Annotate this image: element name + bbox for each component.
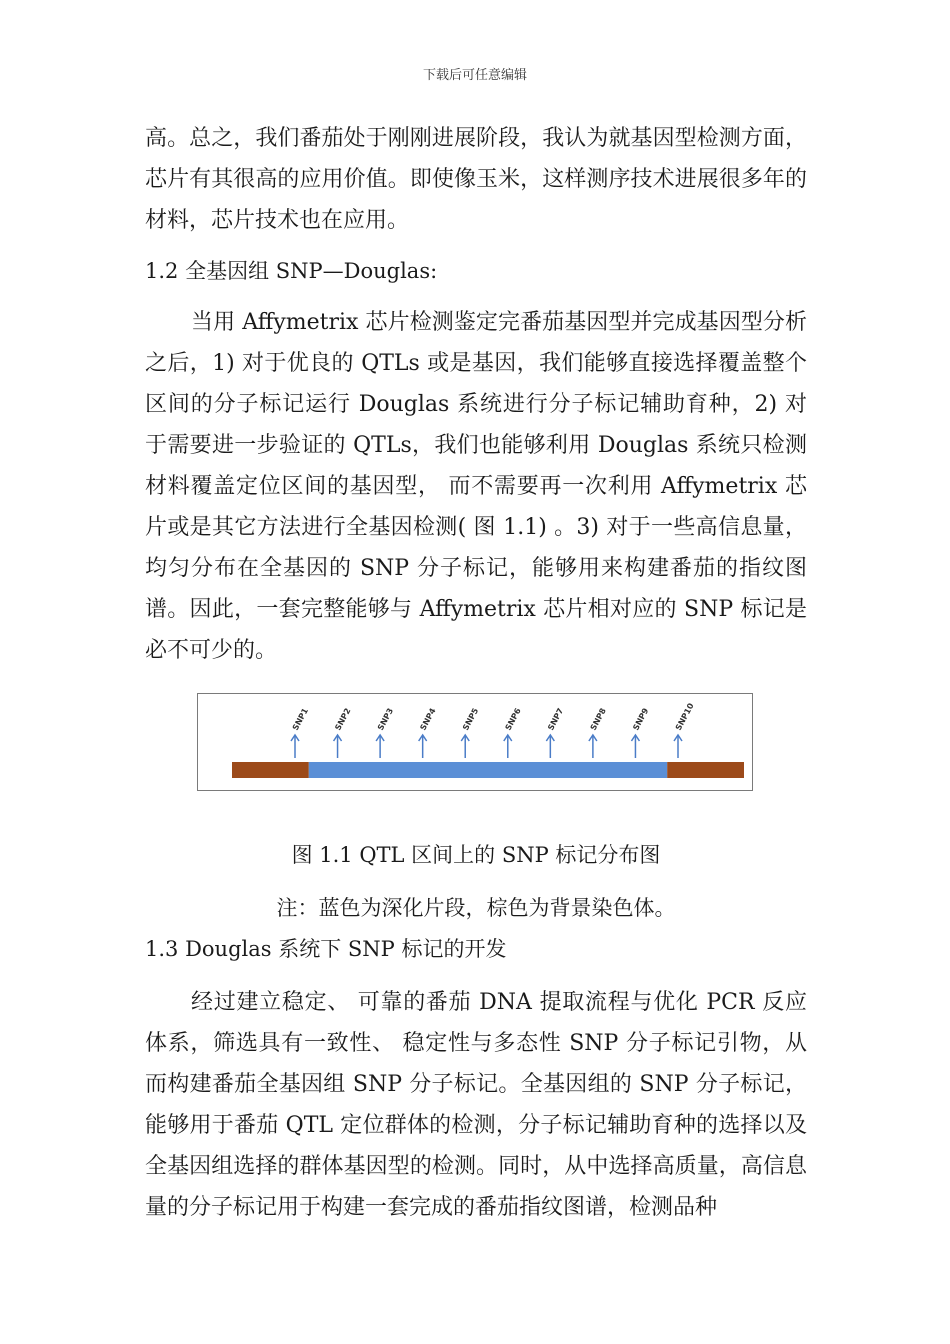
- snp-label: SNP1: [290, 706, 310, 732]
- snp-distribution-figure: [197, 693, 753, 791]
- paragraph-snp-development: 经过建立稳定、 可靠的番茄 DNA 提取流程与优化 PCR 反应体系，筛选具有一致性、 稳定性与多态性 SNP 分子标记引物，从而构建番茄全基因组 SNP 分子标记。全基因组的 SNP 分子标记，能够用于番茄 QTL 定位群体的检测，分子标记辅助育种的选择以及全基因组选择的群体基因型的检测。同时，从中选择高质量，高信息量的分子标记用于构建一套完成的番茄指纹图谱，检测品种: [145, 990, 807, 1220]
- figure-caption: 图 1.1 QTL 区间上的 SNP 标记分布图: [291, 843, 661, 867]
- snp-label: SNP2: [333, 706, 353, 732]
- snp-label: SNP7: [546, 706, 566, 732]
- snp-label: SNP5: [461, 706, 481, 732]
- snp-diagram: [198, 694, 752, 790]
- snp-label: SNP6: [503, 706, 523, 732]
- page-header: 下载后可任意编辑: [422, 68, 527, 83]
- figure-note: 注：蓝色为深化片段，棕色为背景染色体。: [276, 896, 676, 920]
- snp-label: SNP4: [418, 706, 438, 732]
- document-body: [145, 118, 807, 1228]
- background-segment-right: [667, 762, 744, 778]
- section-heading-1-3: 1.3 Douglas 系统下 SNP 标记的开发: [145, 937, 507, 961]
- snp-label: SNP9: [631, 706, 651, 732]
- background-segment-left: [232, 762, 309, 778]
- introgression-segment: [309, 762, 667, 778]
- section-heading-1-2: 1.2 全基因组 SNP—Douglas:: [145, 259, 438, 283]
- snp-label: SNP8: [588, 706, 608, 732]
- paragraph-douglas: 当用 Affymetrix 芯片检测鉴定完番茄基因型并完成基因型分析之后，1) 对于优良的 QTLs 或是基因，我们能够直接选择覆盖整个区间的分子标记运行 Douglas 系统进行分子标记辅助育种，2) 对于需要进一步验证的 QTLs，我们也能够利用 Douglas 系统只检测材料覆盖定位区间的基因型， 而不需要再一次利用 Affymetrix 芯片或是其它方法进行全基因检测( 图 1.1) 。3) 对于一些高信息量，均匀分布在全基因的 SNP 分子标记，能够用来构建番茄的指纹图谱。因此，一套完整能够与 Affymetrix 芯片相对应的 SNP 标记是必不可少的。: [145, 310, 807, 663]
- snp-label: SNP3: [375, 706, 396, 732]
- paragraph-intro: 高。总之，我们番茄处于刚刚进展阶段，我认为就基因型检测方面，芯片有其很高的应用价值。即使像玉米，这样测序技术进展很多年的材料，芯片技术也在应用。: [145, 126, 807, 233]
- snp-label: SNP10: [673, 701, 696, 732]
